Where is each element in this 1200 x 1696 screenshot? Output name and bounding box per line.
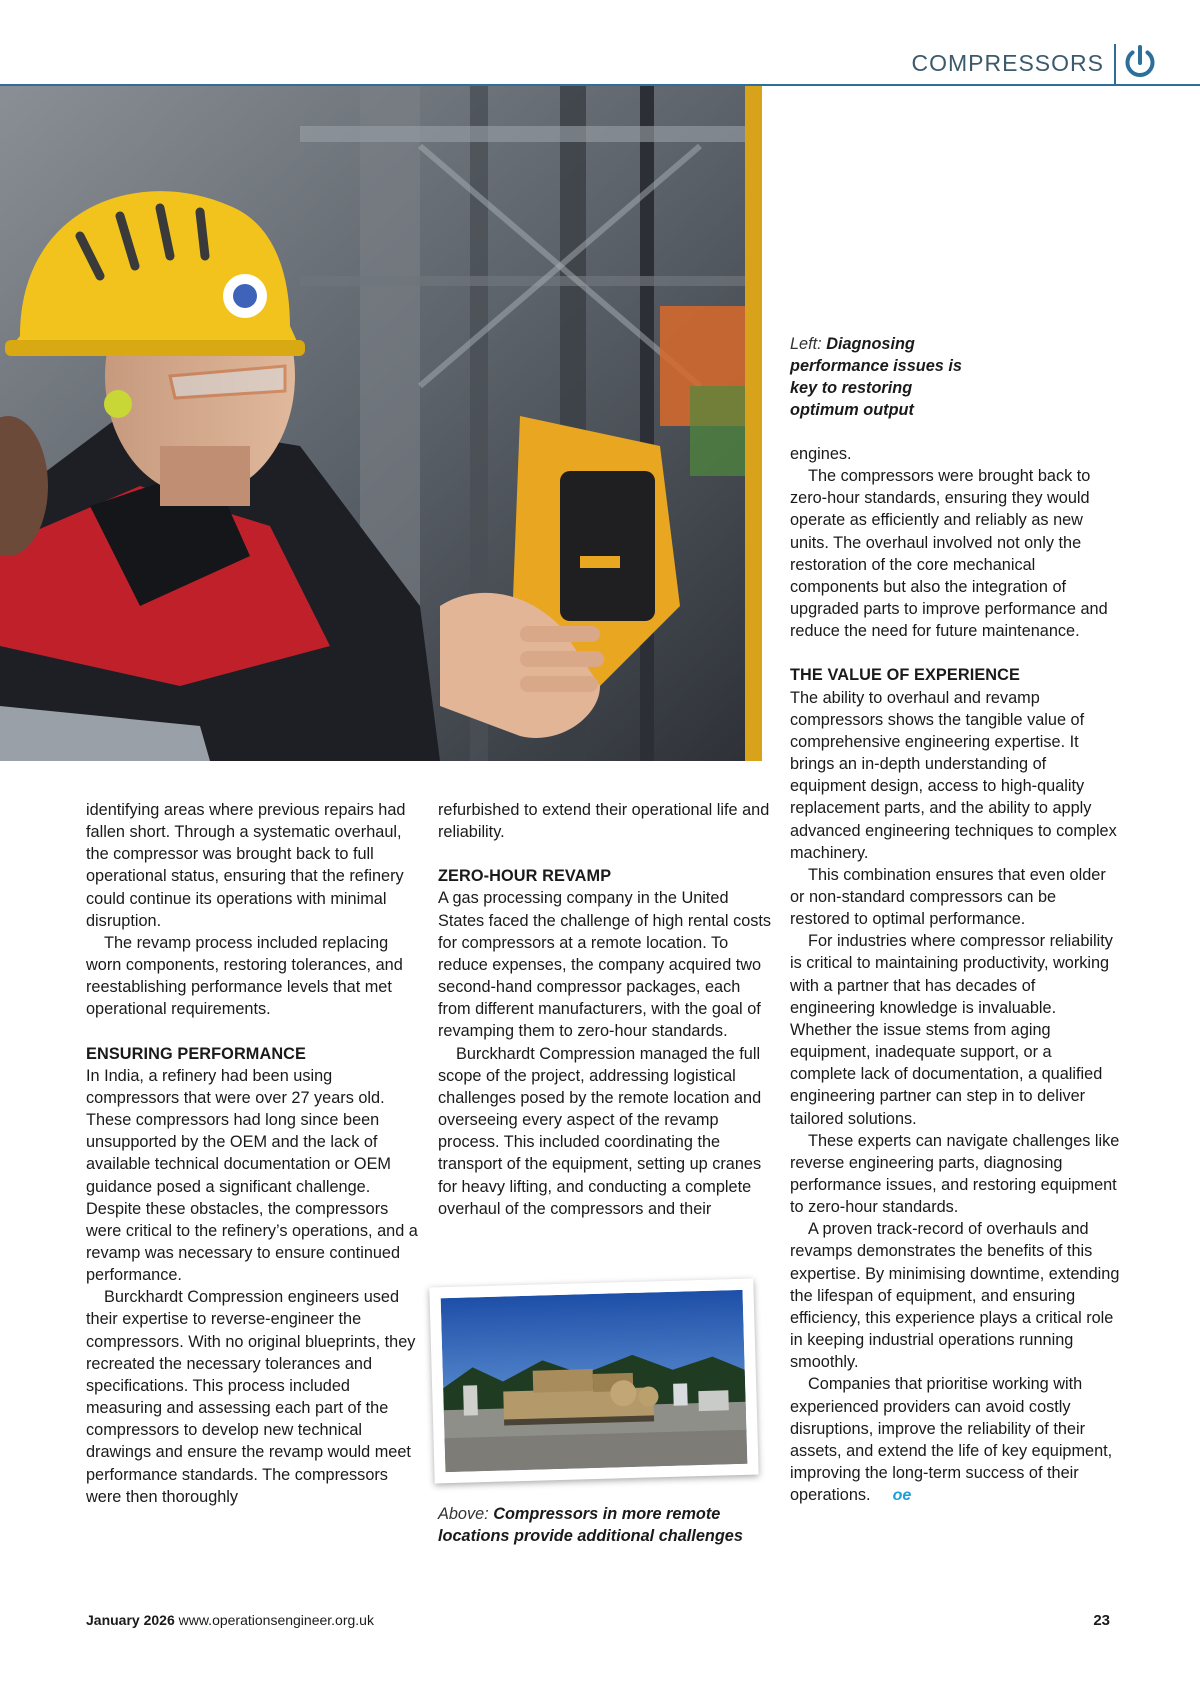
col3-paragraph-6: These experts can navigate challenges like reverse engineering parts, diagnosing performance issues, and restoring equipment to zero-hour standards. — [790, 1131, 1120, 1217]
heading-zero-hour-revamp: ZERO-HOUR REVAMP — [438, 867, 612, 886]
end-mark-logo: oe — [892, 1487, 912, 1505]
heading-ensuring-performance: ENSURING PERFORMANCE — [86, 1044, 307, 1063]
page-number: 23 — [1093, 1612, 1110, 1629]
col1-paragraph-4: Burckhardt Compression engineers used their expertise to reverse-engineer the compressors. With no original blueprints, they recreated the necessary tolerances and specifications. This process included measuring and assessing each part of the compressors to develop new technical drawings and ensure the revamp would meet performance standards. The compressors were then thoroughly — [86, 1288, 416, 1506]
heading-value-of-experience: THE VALUE OF EXPERIENCE — [790, 666, 1020, 685]
col1-paragraph-3: In India, a refinery had been using compressors that were over 27 years old. These compressors had long since been unsupported by the OEM and the lack of available technical documentation or OEM guidance posed a significant challenge. Despite these obstacles, the compressors were critical to the refinery’s operations, and a revamp was necessary to ensure continued performance. — [86, 1066, 418, 1285]
accent-bar — [745, 86, 762, 761]
col3-paragraph-7: A proven track-record of overhauls and revamps demonstrates the benefits of this expertise. By minimising downtime, extending the lifespan of equipment, and ensuring efficiency, this experience plays a critical role in keeping industrial operations running smoothly. — [790, 1220, 1120, 1372]
column-1 — [86, 799, 421, 1508]
col3-paragraph-8-text: Companies that prioritise working with experienced providers can avoid costly disruptions, improve the reliability of their assets, and extend the life of key equipment, improving the long-term success of their operations. — [790, 1375, 1113, 1505]
col3-paragraph-5: For industries where compressor reliability is critical to maintaining productivity, working with a partner that has decades of engineering knowledge is invaluable. Whether the issue stems from aging equipment, inadequate support, or a complete lack of documentation, a qualified engineering partner can step in to deliver tailored solutions. — [790, 932, 1113, 1128]
section-label: COMPRESSORS — [911, 50, 1104, 76]
footer-left — [86, 1612, 374, 1628]
caption-top-text: Diagnosing performance issues is key to restoring optimum output — [790, 335, 962, 420]
caption-bottom-lead: Above: — [438, 1505, 489, 1523]
footer-url[interactable]: www.operationsengineer.org.uk — [178, 1612, 374, 1628]
col3-paragraph-2: The compressors were brought back to zero-hour standards, ensuring they would operate as efficiently and reliably as new units. The overhaul involved not only the restoration of the core mechanical components but also the integration of upgraded parts to improve performance and reduce the need for future maintenance. — [790, 467, 1108, 641]
col3-paragraph-8 — [790, 1373, 1120, 1507]
hero-photo — [0, 86, 745, 761]
caption-top — [790, 333, 980, 422]
column-3 — [790, 443, 1120, 1507]
power-icon — [1120, 42, 1160, 82]
caption-bottom-text: Compressors in more remote locations provide additional challenges — [438, 1505, 743, 1546]
column-2 — [438, 799, 773, 1220]
inset-photo — [429, 1279, 758, 1484]
col2-paragraph-2: A gas processing company in the United States faced the challenge of high rental costs for compressors at a remote location. To reduce expenses, the company acquired two second-hand compressor packages, each from different manufacturers, with the goal of revamping them to zero-hour standards. — [438, 889, 772, 1041]
caption-top-lead: Left: — [790, 335, 822, 353]
col3-paragraph-1: engines. — [790, 445, 852, 463]
col3-paragraph-4: This combination ensures that even older or non-standard compressors can be restored to optimal performance. — [790, 865, 1106, 929]
footer-date: January 2026 — [86, 1612, 175, 1628]
header-divider — [1114, 44, 1116, 84]
col3-paragraph-3: The ability to overhaul and revamp compressors shows the tangible value of comprehensive engineering expertise. It brings an in-depth understanding of equipment design, access to high-quality replacement parts, and the ability to apply advanced engineering techniques to complex machinery. — [790, 688, 1117, 862]
caption-bottom — [438, 1503, 758, 1547]
col1-paragraph-1: identifying areas where previous repairs had fallen short. Through a systematic overhaul, the compressor was brought back to full operational status, ensuring that the refinery could continue its operations with minimal disruption. — [86, 801, 406, 930]
col2-paragraph-3: Burckhardt Compression managed the full scope of the project, addressing logistical challenges posed by the remote location and overseeing every aspect of the revamp process. This included coordinating the transport of the equipment, setting up cranes for heavy lifting, and conducting a complete overhaul of the compressors and their — [438, 1044, 762, 1218]
col2-paragraph-1: refurbished to extend their operational life and reliability. — [438, 801, 770, 842]
col1-paragraph-2: The revamp process included replacing worn components, restoring tolerances, and reestablishing performance levels that met operational requirements. — [86, 933, 403, 1019]
